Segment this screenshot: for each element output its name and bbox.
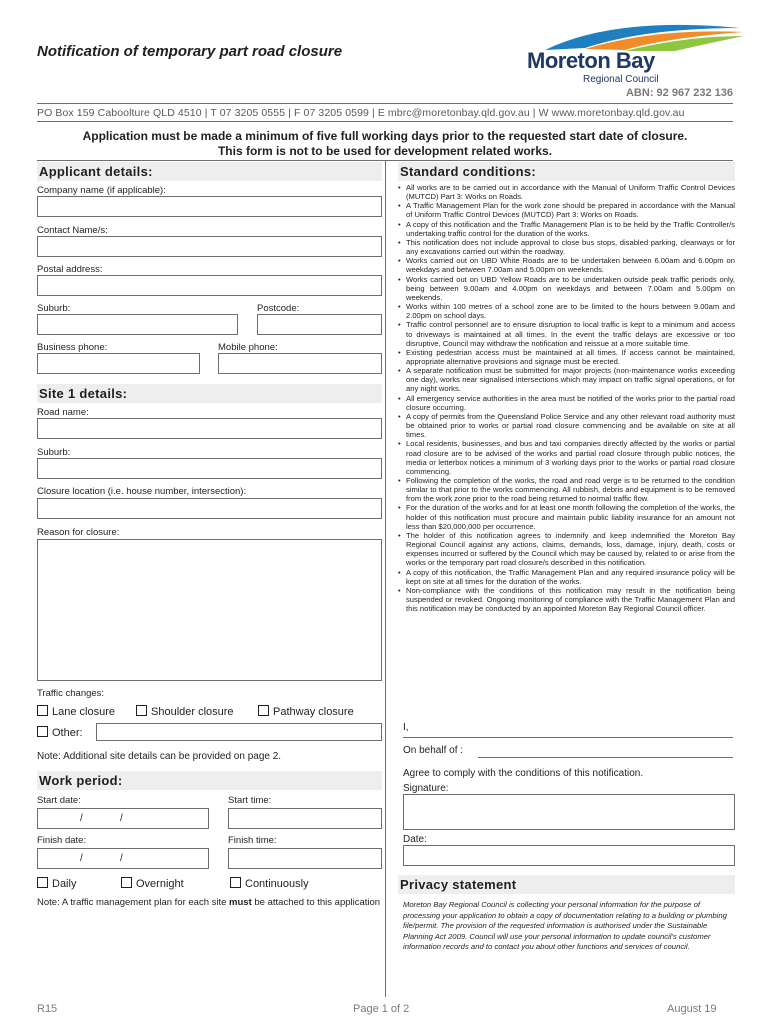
condition-item: • Existing pedestrian access must be maintained at all times. If access cannot be maintained, appropriate alternative provisions and signage must be erected.	[398, 348, 735, 366]
condition-item: • A copy of this notification and the Traffic Management Plan is to be held by the Traffic Controller/s undertaking traffic control for the duration of the works.	[398, 220, 735, 238]
name-line[interactable]	[403, 737, 733, 738]
note-part-a: Note: A traffic management plan for each site	[37, 897, 230, 908]
condition-item: • All works are to be carried out in accordance with the Manual of Uniform Traffic Control Devices (MUTCD) Part 3: Works on Roads.	[398, 183, 735, 201]
daily-checkbox[interactable]	[37, 877, 48, 888]
logo-main-text: Moreton Bay	[527, 48, 655, 73]
shoulder-closure-label: Shoulder closure	[151, 706, 234, 718]
signature-field[interactable]	[403, 794, 735, 830]
notice-line-1: Application must be made a minimum of five full working days prior to the requested start date of closure.	[82, 129, 688, 143]
condition-item: • The holder of this notification agrees to indemnify and keep indemnified the Moreton Bay Regional Council against any actions, claims, demands, loss, damage, injury, death, costs or expenses incurred or suffered by the Council which may be caused by, related to or arise from the works or the temporary part road closure/s described in this notification.	[398, 531, 735, 568]
note-part-c: be attached to this application	[251, 897, 381, 908]
mobile-phone-label: Mobile phone:	[218, 342, 278, 353]
i-label: I,	[403, 722, 409, 733]
traffic-plan-note	[37, 897, 382, 909]
daily-option[interactable]	[37, 877, 76, 890]
site-note: Note: Additional site details can be provided on page 2.	[37, 751, 282, 762]
shoulder-closure-checkbox[interactable]	[136, 705, 147, 716]
agree-label: Agree to comply with the conditions of this notification.	[403, 768, 644, 779]
business-phone-field[interactable]	[37, 353, 200, 374]
condition-item: • For the duration of the works and for at least one month following the completion of the works, the holder of this notification must procure and maintain public liability insurance for an amount not less than $20,000,000 per occurrence.	[398, 503, 735, 530]
condition-item: • A copy of permits from the Queensland Police Service and any other relevant road authority must be obtained prior to works or partial road closure commencing and be available on site at all times.	[398, 412, 735, 439]
finish-time-label: Finish time:	[228, 835, 277, 846]
lane-closure-checkbox[interactable]	[37, 705, 48, 716]
header-rule-top	[37, 103, 733, 104]
start-time-field[interactable]	[228, 808, 382, 829]
site-suburb-field[interactable]	[37, 458, 382, 479]
suburb-label: Suburb:	[37, 303, 71, 314]
applicant-heading: Applicant details:	[37, 162, 382, 181]
date-field[interactable]	[403, 845, 735, 866]
work-period-heading: Work period:	[37, 771, 382, 790]
condition-item: • Works carried out on UBD White Roads are to be undertaken between 6.00am and 6.00pm on weekdays and between 7.00am and 5.00pm on weekends.	[398, 256, 735, 274]
contact-name-field[interactable]	[37, 236, 382, 257]
condition-item: • Local residents, businesses, and bus and taxi companies directly affected by the works or partial road closure are to be advised of the works and partial road closure through public notices, the media or letterbox notices a minimum of 3 working days prior to the works or partial road closure commencing.	[398, 439, 735, 476]
finish-date-slash-2: /	[120, 853, 123, 864]
daily-label: Daily	[52, 878, 77, 890]
road-name-field[interactable]	[37, 418, 382, 439]
notice-text	[37, 129, 733, 159]
notice-line-2: This form is not to be used for development related works.	[217, 144, 553, 158]
signature-label: Signature:	[403, 783, 449, 794]
business-phone-label: Business phone:	[37, 342, 108, 353]
mobile-phone-field[interactable]	[218, 353, 382, 374]
condition-item: • Non-compliance with the conditions of this notification may result in the notification being suspended or revoked. Ongoing monitoring of compliance with the Traffic Management Plan and this notification may be conducted by an appointed Moreton Bay Regional Council officer.	[398, 586, 735, 613]
shoulder-closure-option[interactable]	[136, 705, 234, 718]
note-must: must	[229, 897, 252, 908]
lane-closure-option[interactable]	[37, 705, 115, 718]
other-label: Other:	[52, 727, 83, 739]
contact-name-label: Contact Name/s:	[37, 225, 108, 236]
company-field[interactable]	[37, 196, 382, 217]
lane-closure-label: Lane closure	[52, 706, 115, 718]
overnight-option[interactable]	[121, 877, 184, 890]
site-suburb-label: Suburb:	[37, 447, 71, 458]
start-time-label: Start time:	[228, 795, 272, 806]
logo-sub-text: Regional Council	[583, 74, 659, 85]
privacy-heading: Privacy statement	[398, 875, 735, 894]
column-divider	[385, 160, 386, 997]
postal-label: Postal address:	[37, 264, 103, 275]
finish-date-label: Finish date:	[37, 835, 87, 846]
pathway-closure-checkbox[interactable]	[258, 705, 269, 716]
contact-line: PO Box 159 Caboolture QLD 4510 | T 07 3205 0555 | F 07 3205 0599 | E mbrc@moretonbay.qld.gov.au | W www.moretonbay.qld.gov.au	[37, 107, 685, 119]
condition-item: • Works within 100 metres of a school zone are to be limited to the hours between 9.00am and 2.00pm on school days.	[398, 302, 735, 320]
start-date-slash-2: /	[120, 813, 123, 824]
pathway-closure-option[interactable]	[258, 705, 354, 718]
condition-item: • This notification does not include approval to close bus stops, disabled parking, clearways or for any excavations carried out within the roadway.	[398, 238, 735, 256]
conditions-list	[398, 183, 735, 613]
condition-item: • A Traffic Management Plan for the work zone should be prepared in accordance with the Manual of Uniform Traffic Control Devices (MUTCD) Part 3: Works on Roads.	[398, 201, 735, 219]
closure-location-field[interactable]	[37, 498, 382, 519]
page-number: Page 1 of 2	[353, 1003, 410, 1015]
start-date-field[interactable]	[37, 808, 209, 829]
start-date-slash-1: /	[80, 813, 83, 824]
form-title: Notification of temporary part road closure	[37, 43, 343, 60]
closure-location-label: Closure location (i.e. house number, intersection):	[37, 486, 247, 497]
postcode-field[interactable]	[257, 314, 382, 335]
conditions-heading: Standard conditions:	[398, 162, 735, 181]
continuously-checkbox[interactable]	[230, 877, 241, 888]
overnight-label: Overnight	[136, 878, 184, 890]
site-heading: Site 1 details:	[37, 384, 382, 403]
condition-item: • Traffic control personnel are to ensure disruption to local traffic is kept to a minimum and access to driveways is maintained at all times. In the event the traffic delays are excessive or too disruptive, Council may withdraw the notification and reissue at a more suitable time.	[398, 320, 735, 347]
other-field[interactable]	[96, 723, 382, 741]
other-option[interactable]	[37, 726, 83, 739]
other-checkbox[interactable]	[37, 726, 48, 737]
company-label: Company name (if applicable):	[37, 185, 166, 196]
road-name-label: Road name:	[37, 407, 89, 418]
condition-item: • Works carried out on UBD Yellow Roads are to be undertaken outside peak traffic periods only, being between 9.00am and 4.00pm on weekdays and between 7.00am and 5.00pm on weekends.	[398, 275, 735, 302]
finish-date-slash-1: /	[80, 853, 83, 864]
start-date-label: Start date:	[37, 795, 81, 806]
finish-time-field[interactable]	[228, 848, 382, 869]
pathway-closure-label: Pathway closure	[273, 706, 354, 718]
suburb-field[interactable]	[37, 314, 238, 335]
condition-item: • A separate notification must be submitted for major projects (non-maintenance works exceeding one day), works near signalised intersections which may impact on traffic signal operations, or for any night works.	[398, 366, 735, 393]
abn-number: ABN: 92 967 232 136	[625, 87, 733, 99]
condition-item: • Following the completion of the works, the road and road verge is to be returned to the condition similar to that prior to the works commencing. All rubbish, debris and equipment is to be removed from the work zone prior to the road being returned to normal traffic flow.	[398, 476, 735, 503]
behalf-line[interactable]	[478, 757, 733, 758]
traffic-changes-label: Traffic changes:	[37, 688, 105, 699]
continuously-label: Continuously	[245, 878, 309, 890]
postcode-label: Postcode:	[257, 303, 300, 314]
condition-item: • All emergency service authorities in the area must be notified of the works prior to the partial road closure occurring.	[398, 394, 735, 412]
form-date: August 19	[667, 1003, 717, 1015]
privacy-text: Moreton Bay Regional Council is collecting your personal information for the purpose of processing your application to obtain a copy of documentation relating to a building or plumbing file/permit. The provision of the requested information is authorised under the Sustainable Planning Act 2009. Council will use your personal information to update council's customer information records and to contact you about other functions and services of council.	[403, 900, 727, 951]
condition-item: • A copy of this notification, the Traffic Management Plan and any required insurance policy will be kept on site at all times for the duration of the works.	[398, 568, 735, 586]
date-label: Date:	[403, 834, 427, 845]
continuously-option[interactable]	[230, 877, 309, 890]
header-rule-bottom	[37, 121, 733, 122]
reason-label: Reason for closure:	[37, 527, 120, 538]
council-logo	[525, 22, 745, 84]
on-behalf-label: On behalf of :	[403, 745, 464, 756]
form-code: R15	[37, 1003, 58, 1015]
finish-date-field[interactable]	[37, 848, 209, 869]
reason-field[interactable]	[37, 539, 382, 681]
overnight-checkbox[interactable]	[121, 877, 132, 888]
postal-field[interactable]	[37, 275, 382, 296]
